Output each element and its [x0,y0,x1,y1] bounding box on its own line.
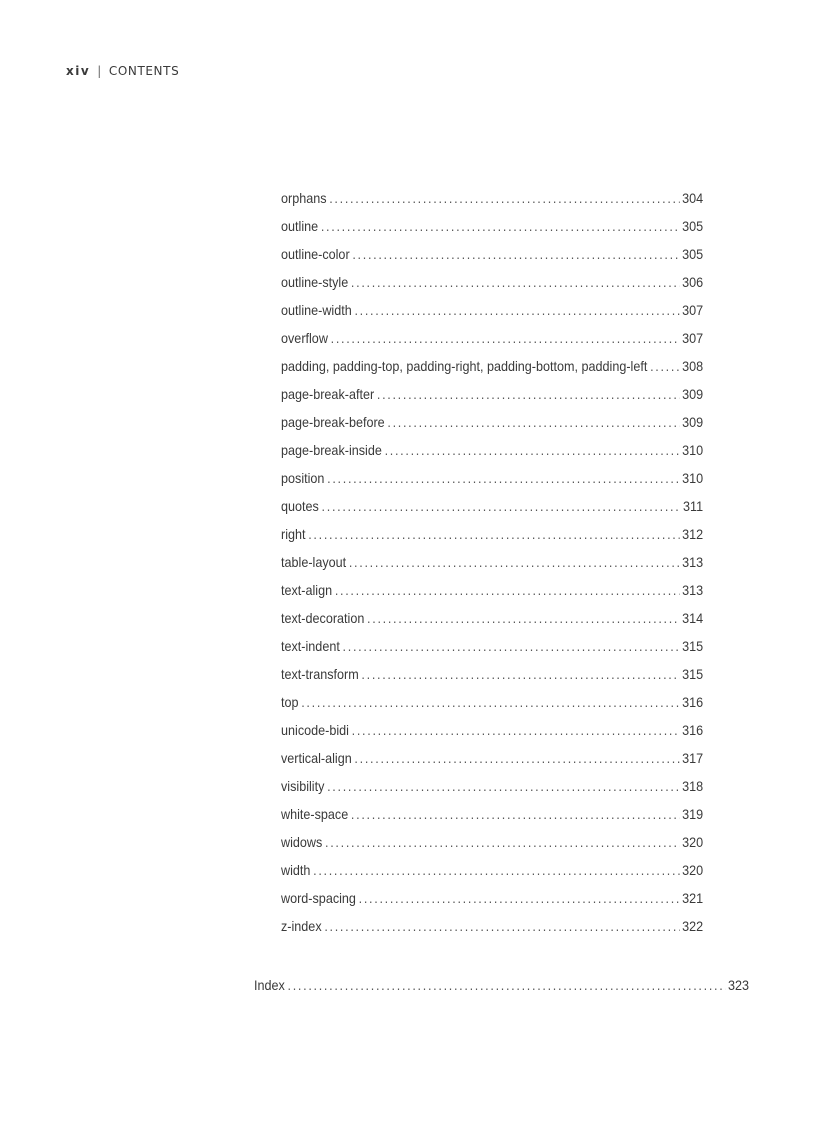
toc-entry[interactable] [281,580,703,608]
toc-entry-page: 317 [682,750,704,766]
dot-leader [331,328,680,348]
toc-entry-term: white-space [281,806,349,822]
page-number: xiv [66,64,91,78]
toc-entry[interactable] [281,244,703,272]
toc-entry-page: 311 [683,498,704,514]
dot-leader [301,692,679,712]
toc-entry-page: 319 [682,806,704,822]
toc-entry[interactable] [281,384,703,412]
toc-entry-term: page-break-before [281,414,385,430]
toc-entry-page: 308 [682,358,704,374]
toc-entry-page: 316 [682,694,704,710]
dot-leader [650,356,679,376]
toc-entry-page: 313 [682,554,704,570]
toc-entry[interactable] [281,692,703,720]
toc-entry-page: 305 [682,218,704,234]
dot-leader [359,888,680,908]
toc-entry-page: 315 [682,638,704,654]
index-entry-term: Index [254,977,285,993]
toc-entry-page: 322 [682,918,704,934]
toc-entry[interactable] [281,188,703,216]
toc-entry-page: 304 [682,190,704,206]
toc-entry[interactable] [281,832,703,860]
toc-entry-term: width [281,862,311,878]
toc-entry[interactable] [281,748,703,776]
toc-entry[interactable] [281,440,703,468]
toc-entry[interactable] [281,552,703,580]
toc-entry-term: outline-color [281,246,350,262]
toc-entry[interactable] [281,272,703,300]
toc-entry[interactable] [281,468,703,496]
toc-entry-term: visibility [281,778,325,794]
toc-entry-term: top [281,694,299,710]
toc-entry-page: 320 [682,862,704,878]
dot-leader [325,832,679,852]
toc-entry[interactable] [281,776,703,804]
index-entry-page: 323 [727,977,749,993]
dot-leader [367,608,679,628]
toc-entry[interactable] [281,328,703,356]
toc-entry-term: text-transform [281,666,359,682]
toc-entry-term: word-spacing [281,890,356,906]
dot-leader [351,272,679,292]
toc-entry-term: unicode-bidi [281,722,349,738]
toc-entry[interactable] [281,888,703,916]
dot-leader [313,860,679,880]
toc-entry-page: 309 [682,414,704,430]
dot-leader [349,552,680,572]
toc-entry-term: text-indent [281,638,340,654]
toc-entry[interactable] [281,412,703,440]
toc-entry[interactable] [281,524,703,552]
dot-leader [354,300,679,320]
toc-entry[interactable] [281,636,703,664]
toc-entry[interactable] [281,916,703,944]
dot-leader [377,384,680,404]
toc-entry-term: outline [281,218,319,234]
dot-leader [351,804,679,824]
toc-entry[interactable] [281,356,703,384]
header-separator: | [97,64,102,78]
toc-entry-term: quotes [281,498,319,514]
toc-entry[interactable] [281,720,703,748]
toc-entry-term: text-align [281,582,333,598]
toc-entry-term: outline-width [281,302,352,318]
toc-entry-term: table-layout [281,554,347,570]
toc-entry-page: 307 [682,330,704,346]
toc-entry[interactable] [281,300,703,328]
toc-entry-page: 310 [682,470,704,486]
dot-leader [324,916,679,936]
toc-entry-page: 312 [682,526,704,542]
toc-entry-page: 310 [682,442,704,458]
dot-leader [288,975,726,995]
toc-entry[interactable] [281,664,703,692]
toc-entry-page: 320 [682,834,704,850]
toc-entry-term: page-break-inside [281,442,382,458]
dot-leader [321,216,680,236]
toc-entry-term: padding, padding-top, padding-right, padding-bottom, padding-left [281,358,648,374]
toc-entry-term: position [281,470,325,486]
dot-leader [329,188,679,208]
toc-entry-page: 318 [682,778,704,794]
contents-list [281,188,703,944]
dot-leader [308,524,679,544]
toc-entry[interactable] [281,608,703,636]
toc-entry-page: 305 [682,246,704,262]
dot-leader [343,636,680,656]
dot-leader [354,748,679,768]
dot-leader [327,776,679,796]
toc-entry[interactable] [281,804,703,832]
toc-entry-page: 306 [682,274,704,290]
toc-entry-term: page-break-after [281,386,375,402]
toc-entry[interactable] [281,216,703,244]
toc-entry-term: text-decoration [281,610,365,626]
dot-leader [387,412,679,432]
dot-leader [322,496,681,516]
toc-entry-page: 316 [682,722,704,738]
toc-entry-term: right [281,526,306,542]
dot-leader [327,468,679,488]
toc-entry-term: z-index [281,918,322,934]
dot-leader [352,244,679,264]
toc-entry-page: 315 [682,666,704,682]
toc-entry-term: orphans [281,190,327,206]
section-title: CONTENTS [108,64,180,78]
toc-entry[interactable] [281,496,703,524]
dot-leader [361,664,679,684]
dot-leader [352,720,680,740]
dot-leader [385,440,680,460]
toc-entry-term: outline-style [281,274,349,290]
running-header [66,64,179,78]
toc-entry-page: 309 [682,386,704,402]
toc-entry[interactable] [281,860,703,888]
toc-entry-term: overflow [281,330,328,346]
toc-entry-page: 321 [682,890,704,906]
dot-leader [335,580,680,600]
toc-entry-page: 314 [682,610,704,626]
toc-entry-term: vertical-align [281,750,352,766]
toc-entry-page: 313 [682,582,704,598]
toc-entry-term: widows [281,834,323,850]
toc-entry-page: 307 [682,302,704,318]
index-entry[interactable] [254,975,749,1003]
